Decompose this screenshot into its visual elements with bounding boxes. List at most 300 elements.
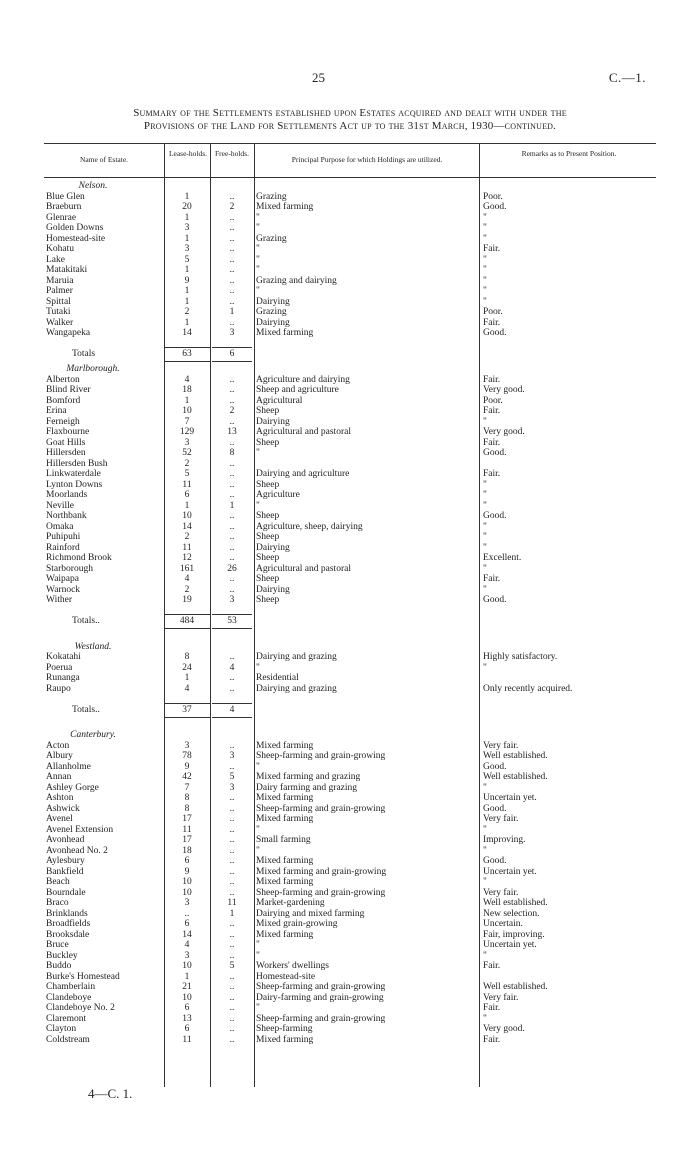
estate-name: Waipapa [46,574,79,584]
totals-leaseholds: 484 [164,614,210,629]
table-row [44,762,656,773]
remarks-value: Poor. [483,191,503,202]
leaseholds-value: 78 [182,751,192,761]
remarks-value: Very good. [483,1024,525,1034]
table-row [44,835,656,846]
table-row [44,276,656,287]
remarks-value: " [483,662,487,673]
freeholds-value: .. [229,887,235,898]
estate-name: Puhipuhi [46,532,81,542]
estate-name: Runanga [46,673,80,683]
purpose-value: " [256,448,260,458]
purpose-value: Agriculture [256,490,300,500]
remarks-value: " [483,265,487,275]
remarks-value: " [483,254,487,265]
freeholds-value: .. [229,416,235,427]
purpose-value: Dairy-farming and grain-growing [256,992,384,1003]
page-title [36,107,664,133]
freeholds-value: .. [229,511,235,521]
purpose-value: Sheep-farming and grain-growing [256,751,386,761]
totals-row [44,616,656,631]
freeholds-value: .. [229,950,235,961]
leaseholds-value: 6 [184,919,190,929]
estate-name: Maruia [46,275,74,286]
table-row [44,793,656,804]
table-row [44,951,656,962]
remarks-value: Fair. [483,437,501,448]
remarks-value: Fair. [483,1003,501,1013]
leaseholds-value: 10 [182,877,192,887]
table-row [44,673,656,684]
remarks-value: " [483,490,487,500]
freeholds-value: .. [229,286,235,296]
estate-name: Alberton [46,374,80,385]
freeholds-value: 2 [229,202,235,212]
table-row [44,741,656,752]
estate-name: Ashton [46,793,74,803]
spacer-row [44,606,656,617]
leaseholds-value: 1 [184,296,190,307]
estate-name: Palmer [46,286,73,296]
remarks-value: " [483,233,487,244]
table-row [44,427,656,438]
table-row [44,318,656,329]
table-row [44,286,656,297]
table-row [44,804,656,815]
purpose-value: Sheep-farming and grain-growing [256,1013,386,1024]
purpose-value: Residential [256,673,299,683]
totals-row [44,705,656,720]
freeholds-value: .. [229,275,235,286]
freeholds-value: .. [229,395,235,406]
table-row [44,846,656,857]
freeholds-value: .. [229,521,235,532]
leaseholds-value: 3 [184,740,190,751]
section-name: Canterbury. [70,730,116,740]
estate-name: Beach [46,877,70,887]
estate-name: Aylesbury [46,856,85,866]
purpose-value: Mixed farming [256,877,314,887]
freeholds-value: 1 [229,908,235,919]
remarks-value: " [483,1013,487,1024]
page-footer: 4—C. 1. [88,1086,133,1101]
estate-name: Bourndale [46,887,86,898]
purpose-value: Workers' dwellings [256,961,329,971]
freeholds-value: 5 [229,961,235,971]
estate-name: Ashley Gorge [46,782,99,793]
header-leaseholds: Lease-holds. [168,149,208,158]
remarks-value: Good. [483,202,507,212]
remarks-value: Good. [483,761,507,772]
table-row [44,202,656,213]
leaseholds-value: 18 [182,845,192,856]
purpose-value: Dairy farming and grazing [256,782,358,793]
purpose-value: Mixed farming [256,793,314,803]
table-row [44,867,656,878]
estate-name: Acton [46,740,70,751]
freeholds-value: .. [229,982,235,992]
remarks-value: Fair. [483,1034,501,1045]
table-row [44,993,656,1004]
estate-name: Blue Glen [46,191,85,202]
leaseholds-value: 8 [184,793,190,803]
estate-name: Bankfield [46,866,84,877]
purpose-value: " [256,940,260,950]
purpose-value: Mixed farming and grazing [256,772,361,782]
estate-name: Walker [46,317,74,328]
leaseholds-value: 11 [182,479,192,490]
leaseholds-value: 3 [184,244,190,254]
freeholds-value: .. [229,553,235,563]
purpose-value: " [256,761,260,772]
leaseholds-value: 24 [182,662,192,673]
freeholds-value: .. [229,845,235,856]
purpose-value: Sheep-farming and grain-growing [256,803,386,814]
freeholds-value: .. [229,317,235,328]
table-row [44,663,656,674]
totals-freeholds: 53 [212,614,252,629]
leaseholds-value: 1 [184,395,190,406]
remarks-value: " [483,223,487,233]
remarks-value: Improving. [483,835,526,845]
estate-name: Avenel [46,814,73,824]
freeholds-value: 11 [227,898,237,908]
estate-name: Burke's Homestead [46,971,120,982]
table-row [44,1024,656,1035]
table-row [44,480,656,491]
freeholds-value: .. [229,1024,235,1034]
estate-name: Coldstream [46,1034,90,1045]
estate-name: Spittal [46,296,71,307]
purpose-value: " [256,286,260,296]
totals-freeholds: 4 [212,703,252,718]
freeholds-value: .. [229,940,235,950]
table-row [44,532,656,543]
table-row [44,961,656,972]
table-row [44,234,656,245]
purpose-value: Agriculture, sheep, dairying [256,521,363,532]
estate-name: Lake [46,254,65,265]
leaseholds-value: 3 [184,437,190,448]
table-row [44,297,656,308]
leaseholds-value: 10 [182,406,192,416]
leaseholds-value: 3 [184,898,190,908]
purpose-value: Mixed farming [256,328,314,338]
freeholds-value: .. [229,191,235,202]
purpose-value: Dairying [256,542,290,553]
purpose-value: Dairying and mixed farming [256,908,365,919]
remarks-value: " [483,521,487,532]
purpose-value: Mixed farming [256,814,314,824]
purpose-value: Grazing [256,307,287,317]
table-body [44,181,656,1045]
table-row [44,783,656,794]
purpose-value: " [256,223,260,233]
estate-name: Braco [46,898,69,908]
remarks-value: Good. [483,511,507,521]
purpose-value: Mixed farming [256,929,314,940]
purpose-value: Mixed farming [256,202,314,212]
table-row [44,328,656,339]
estate-name: Goat Hills [46,437,86,448]
table-row [44,930,656,941]
leaseholds-value: 1 [184,317,190,328]
freeholds-value: .. [229,574,235,584]
estate-name: Buckley [46,950,78,961]
purpose-value: Dairying [256,296,290,307]
leaseholds-value: 42 [182,772,192,782]
header-remarks: Remarks as to Present Position. [521,149,617,158]
remarks-value: Very fair. [483,740,519,751]
freeholds-value: 3 [229,595,235,605]
freeholds-value: .. [229,542,235,553]
table-row [44,972,656,983]
leaseholds-value: 9 [184,761,190,772]
remarks-value: " [483,416,487,427]
leaseholds-value: 8 [184,652,190,662]
estate-name: Chamberlain [46,982,96,992]
remarks-value: " [483,500,487,511]
table-row [44,501,656,512]
table-row [44,417,656,428]
freeholds-value: 3 [229,782,235,793]
estate-name: Ashwick [46,803,80,814]
table-row [44,490,656,501]
purpose-value: Dairying [256,317,290,328]
section-heading [44,642,656,653]
purpose-value: Sheep [256,406,280,416]
remarks-value: " [483,212,487,223]
table-row [44,406,656,417]
leaseholds-value: 14 [182,929,192,940]
purpose-value: Mixed farming [256,740,314,751]
leaseholds-value: 17 [182,814,192,824]
table-row [44,574,656,585]
estate-name: Albury [46,751,73,761]
table-row [44,888,656,899]
purpose-value: Sheep-farming and grain-growing [256,982,386,992]
remarks-value: Good. [483,448,507,458]
leaseholds-value: 10 [182,961,192,971]
freeholds-value: 26 [227,563,237,574]
freeholds-value: .. [229,385,235,395]
freeholds-value: .. [229,866,235,877]
freeholds-value: .. [229,824,235,835]
purpose-value: " [256,254,260,265]
freeholds-value: .. [229,437,235,448]
estate-name: Brinklands [46,908,88,919]
freeholds-value: .. [229,490,235,500]
freeholds-value: 3 [229,751,235,761]
freeholds-value: .. [229,971,235,982]
leaseholds-value: 11 [182,824,192,835]
leaseholds-value: 1 [184,191,190,202]
freeholds-value: .. [229,212,235,223]
leaseholds-value: 4 [184,683,190,694]
purpose-value: Agricultural [256,395,303,406]
freeholds-value: .. [229,761,235,772]
remarks-value: Very fair. [483,887,519,898]
leaseholds-value: 1 [184,233,190,244]
freeholds-value: .. [229,740,235,751]
freeholds-value: .. [229,458,235,469]
estate-name: Wither [46,595,72,605]
estate-name: Broadfields [46,919,91,929]
remarks-value: Fair, improving. [483,929,545,940]
freeholds-value: .. [229,1013,235,1024]
freeholds-value: .. [229,683,235,694]
table-row [44,1014,656,1025]
freeholds-value: .. [229,244,235,254]
table-row [44,1003,656,1014]
estate-name: Richmond Brook [46,553,112,563]
purpose-value: " [256,845,260,856]
leaseholds-value: 9 [184,866,190,877]
totals-freeholds: 6 [212,347,252,362]
freeholds-value: 5 [229,772,235,782]
leaseholds-value: 18 [182,385,192,395]
purpose-value: Mixed farming [256,856,314,866]
table-row [44,856,656,867]
spacer-row [44,339,656,350]
estate-name: Starborough [46,563,93,574]
purpose-value: Mixed farming [256,1034,314,1045]
estate-name: Wangapeka [46,328,91,338]
remarks-value: " [483,275,487,286]
freeholds-value: .. [229,793,235,803]
freeholds-value: .. [229,856,235,866]
estate-name: Clandeboye [46,992,92,1003]
remarks-value: " [483,824,487,835]
remarks-value: " [483,877,487,887]
purpose-value: Grazing [256,233,287,244]
section-heading [44,364,656,375]
header-purpose: Principal Purpose for which Holdings are utilized. [291,155,443,164]
leaseholds-value: 10 [182,992,192,1003]
remarks-value: Well established. [483,898,548,908]
estate-name: Northbank [46,511,87,521]
estate-name: Bomford [46,395,81,406]
purpose-value: Sheep [256,437,280,448]
table-row [44,751,656,762]
purpose-value: Sheep [256,532,280,542]
freeholds-value: .. [229,1003,235,1013]
freeholds-value: 2 [229,406,235,416]
remarks-value: Uncertain yet. [483,866,537,877]
freeholds-value: .. [229,532,235,542]
remarks-value: Good. [483,328,507,338]
remarks-value: Highly satisfactory. [483,652,558,662]
remarks-value: Only recently acquired. [483,683,573,694]
leaseholds-value: 10 [182,511,192,521]
freeholds-value: .. [229,803,235,814]
estate-name: Poerua [46,662,73,673]
purpose-value: Sheep-farming and grain-growing [256,887,386,898]
purpose-value: Homestead-site [256,971,316,982]
remarks-value: Good. [483,595,507,605]
purpose-value: " [256,662,260,673]
leaseholds-value: 10 [182,887,192,898]
remarks-value: Fair. [483,317,501,328]
estate-name: Buddo [46,961,72,971]
freeholds-value: .. [229,265,235,275]
totals-label: Totals.. [72,616,100,626]
table-row [44,585,656,596]
purpose-value: Sheep-farming [256,1024,313,1034]
remarks-value: Fair. [483,374,501,385]
leaseholds-value: 4 [184,940,190,950]
purpose-value: Agricultural and pastoral [256,427,351,437]
purpose-value: Dairying and agriculture [256,469,350,479]
leaseholds-value: 2 [184,532,190,542]
leaseholds-value: 8 [184,803,190,814]
estate-name: Kokatahi [46,652,81,662]
header-name: Name of Estate. [79,155,129,164]
table-row [44,982,656,993]
leaseholds-value: .. [184,908,190,919]
estate-name: Flaxbourne [46,427,90,437]
table-row [44,564,656,575]
estate-name: Tutaki [46,307,71,317]
section-name: Westland. [74,641,112,652]
estate-name: Moorlands [46,490,88,500]
remarks-value: Very good. [483,385,525,395]
estate-name: Brooksdale [46,929,90,940]
freeholds-value: .. [229,919,235,929]
purpose-value: Mixed farming and grain-growing [256,866,387,877]
estate-name: Braeburn [46,202,82,212]
table-row [44,814,656,825]
estate-name: Lynton Downs [46,479,103,490]
leaseholds-value: 4 [184,374,190,385]
page-number: 25 [312,70,325,85]
purpose-value: " [256,500,260,511]
table-row [44,522,656,533]
estate-name: Bruce [46,940,69,950]
table-row [44,307,656,318]
remarks-value: Uncertain yet. [483,793,537,803]
purpose-value: Grazing and dairying [256,275,337,286]
freeholds-value: .. [229,835,235,845]
title-line-2: Provisions of the Land for Settlements Act up to the 31st March, 1930—continued. [143,120,557,132]
remarks-value: " [483,563,487,574]
table-row [44,265,656,276]
remarks-value: Fair. [483,406,501,416]
freeholds-value: 4 [229,662,235,673]
leaseholds-value: 5 [184,254,190,265]
freeholds-value: .. [229,374,235,385]
table-row [44,438,656,449]
table-row [44,825,656,836]
table-row [44,255,656,266]
purpose-value: Agricultural and pastoral [256,563,351,574]
remarks-value: " [483,479,487,490]
freeholds-value: .. [229,992,235,1003]
leaseholds-value: 17 [182,835,192,845]
leaseholds-value: 13 [182,1013,192,1024]
leaseholds-value: 1 [184,971,190,982]
purpose-value: Sheep [256,574,280,584]
estate-name: Annan [46,772,72,782]
remarks-value: Good. [483,856,507,866]
section-name: Marlborough. [66,364,120,374]
table-row [44,192,656,203]
freeholds-value: .. [229,584,235,595]
freeholds-value: 8 [229,448,235,458]
table-row [44,469,656,480]
table-row [44,898,656,909]
estate-name: Claremont [46,1013,87,1024]
